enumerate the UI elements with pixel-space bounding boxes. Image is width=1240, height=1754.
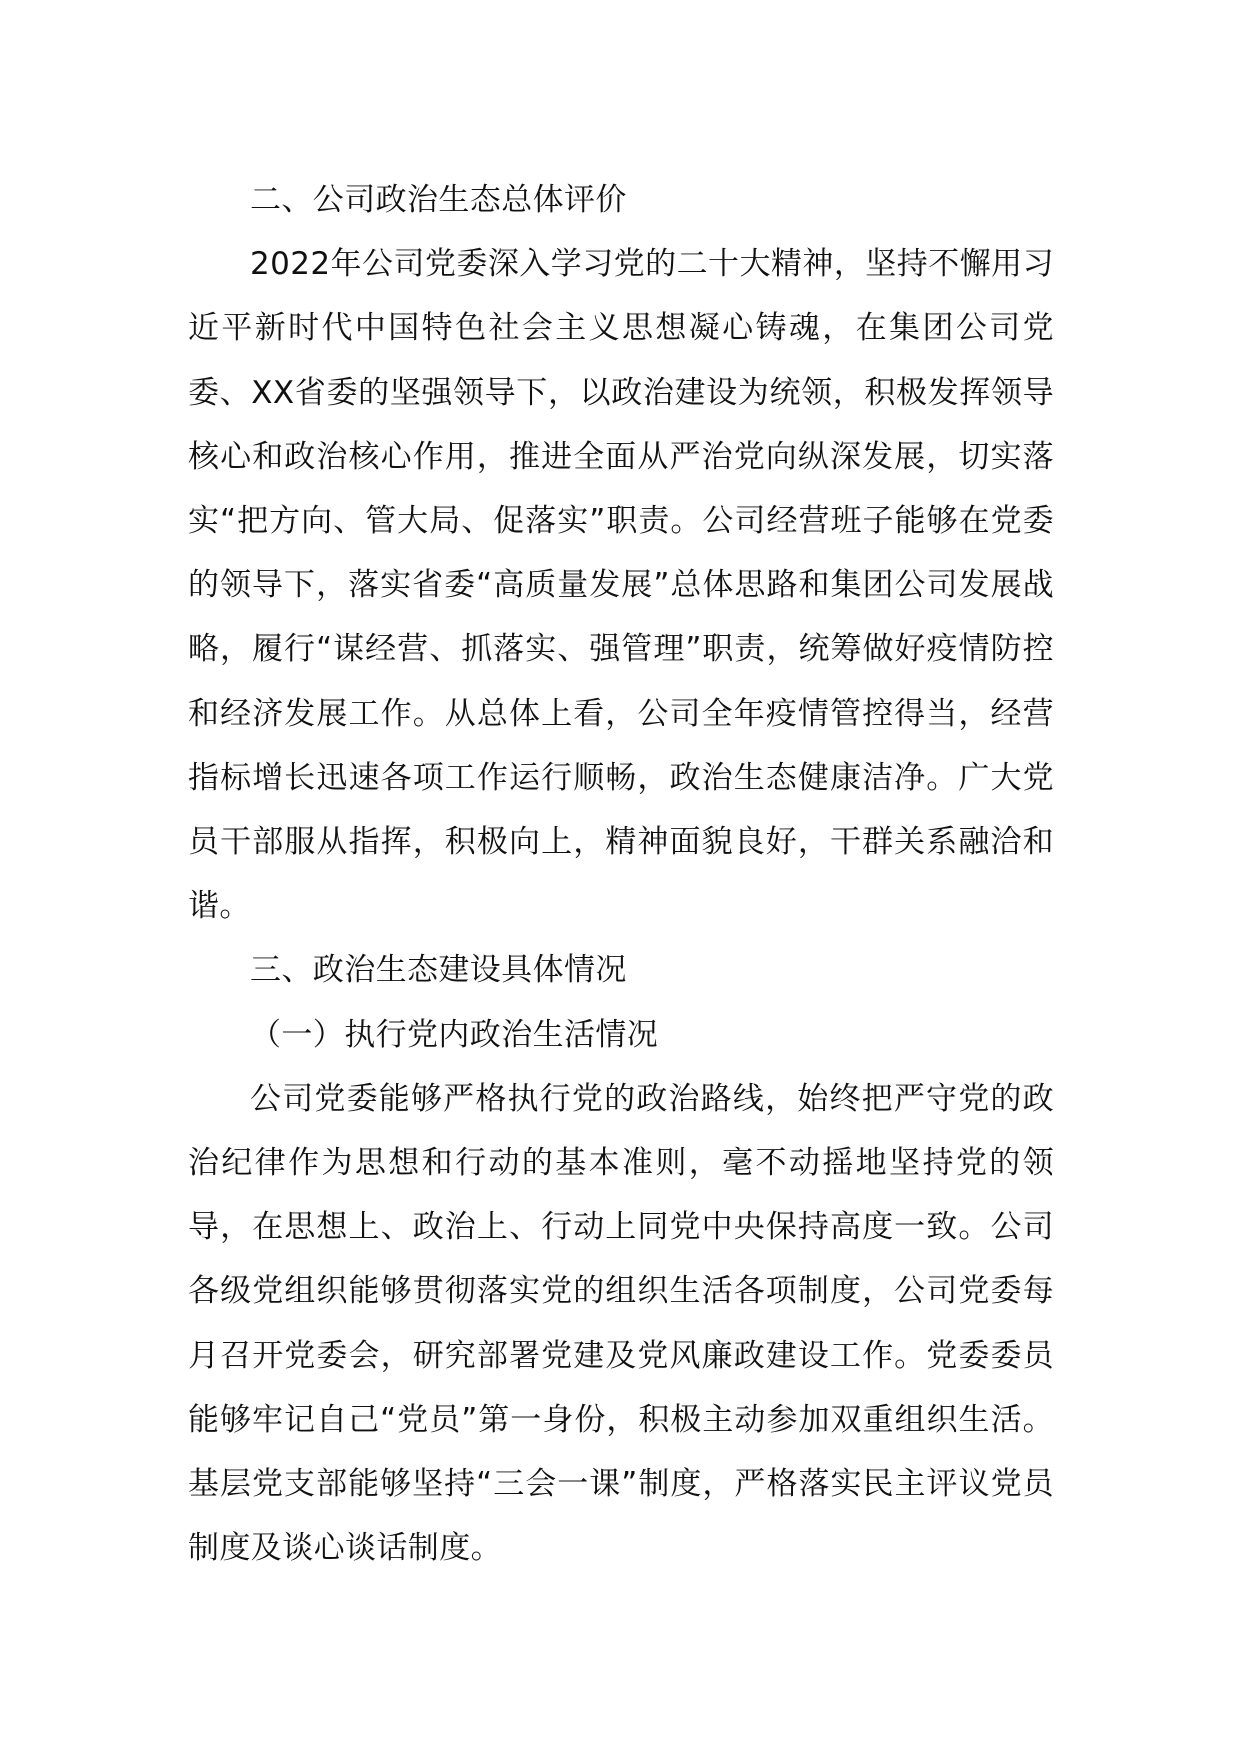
paragraph-overall-evaluation: 2022年公司党委深入学习党的二十大精神，坚持不懈用习近平新时代中国特色社会主义思想凝心铸魂，在集团公司党委、XX省委的坚强领导下，以政治建设为统领，积极发挥领导核心和政治核心作用，推进全面从严治党向纵深发展，切实落实“把方向、管大局、促落实”职责。公司经营班子能够在党委的领导下，落实省委“高质量发展”总体思路和集团公司发展战略，履行“谋经营、抓落实、强管理”职责，统筹做好疫情防控和经济发展工作。从总体上看，公司全年疫情管控得当，经营指标增长迅速各项工作运行顺畅，政治生态健康洁净。广大党员干部服从指挥，积极向上，精神面貌良好，干群关系融洽和谐。 (188, 246, 1054, 925)
section-heading-overall-evaluation: 二、公司政治生态总体评价 (250, 182, 627, 218)
paragraph-political-life: 公司党委能够严格执行党的政治路线，始终把严守党的政治纪律作为思想和行动的基本准则，毫不动摇地坚持党的领导，在思想上、政治上、行动上同党中央保持高度一致。公司各级党组织能够贯彻落实党的组织生活各项制度，公司党委每月召开党委会，研究部署党建及党风廉政建设工作。党委委员能够牢记自己“党员”第一身份，积极主动参加双重组织生活。基层党支部能够坚持“三会一课”制度，严格落实民主评议党员制度及谈心谈话制度。 (188, 1080, 1054, 1567)
document-body (188, 168, 1054, 1580)
section-heading-specific-situation: 三、政治生态建设具体情况 (250, 952, 627, 989)
subsection-heading-political-life: （一）执行党内政治生活情况 (250, 1016, 659, 1053)
